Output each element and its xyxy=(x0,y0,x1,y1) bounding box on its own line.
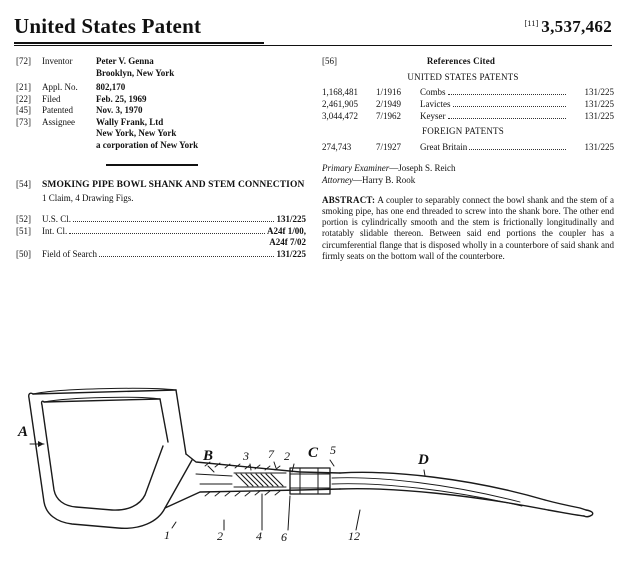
patent-number-block xyxy=(524,17,612,37)
bib-code: [72] xyxy=(16,56,31,66)
classification-name: Int. Cl. xyxy=(42,226,68,236)
callout-b: B xyxy=(203,448,214,464)
bib-label: Assignee xyxy=(42,116,75,127)
invention-title: SMOKING PIPE BOWL SHANK AND STEM CONNECTION xyxy=(42,179,305,190)
patent-name-cell: Great Britain xyxy=(420,141,468,152)
patent-name-cell: Keyser xyxy=(420,111,446,121)
leader-dots xyxy=(469,141,566,150)
bib-row xyxy=(16,94,306,106)
table-row xyxy=(322,110,614,122)
bib-code: [22] xyxy=(16,93,31,104)
references-heading: References Cited xyxy=(426,56,496,66)
foreign-patents-table xyxy=(322,141,614,153)
bib-value: Peter V. Genna xyxy=(96,56,154,66)
bib-value: Feb. 25, 1969 xyxy=(96,93,147,104)
patent-date-cell: 7/1962 xyxy=(376,111,402,121)
abstract-text: A coupler to separably connect the bowl shank and the stem of a smoking pipe, has one end threaded to screw into the shank bore. The other end portion is cylindrically smooth and the stem is frictionally longitudinally and rotatably slidable thereon. Between said end portions the coupler has a circumferential flange that is disposed wholly in a counterbore of said shank and firmly seats on the bottom wall of the counterbore. xyxy=(322,194,614,261)
patent-number-cell: 1,168,481 xyxy=(322,87,358,97)
patent-kind-code: [11] xyxy=(524,18,539,28)
patent-name-cell: Combs xyxy=(420,87,446,97)
callout-c: C xyxy=(308,445,319,461)
title-underline xyxy=(14,42,264,44)
classification-name: U.S. Cl. xyxy=(42,214,72,224)
patent-number: 3,537,462 xyxy=(541,17,612,36)
bib-value: Wally Frank, Ltd xyxy=(96,116,164,127)
bib-value-extra: a corporation of New York xyxy=(96,139,199,150)
callout-number: 12 xyxy=(348,529,360,543)
classification-value-extra: A24f 7/02 xyxy=(269,237,306,247)
patent-class-cell: 131/225 xyxy=(584,99,614,109)
invention-code: [54] xyxy=(16,178,31,189)
leader-arrow-a xyxy=(38,441,44,447)
bib-value: Nov. 3, 1970 xyxy=(96,105,143,115)
bib-row xyxy=(16,105,306,117)
bib-label: Appl. No. xyxy=(42,82,78,92)
primary-examiner-label: Primary Examiner xyxy=(322,162,390,173)
attorney-line: Attorney—Harry B. Rook xyxy=(322,174,416,185)
classification-code: [50] xyxy=(16,249,31,259)
bib-value-extra: New York, New York xyxy=(96,128,177,138)
right-column xyxy=(322,56,614,262)
examiner-block xyxy=(322,162,614,186)
patent-class-cell: 131/225 xyxy=(584,87,614,97)
bib-row xyxy=(16,82,306,94)
table-row xyxy=(322,141,614,153)
header-divider xyxy=(14,45,612,46)
abstract-label: ABSTRACT: xyxy=(322,194,376,205)
primary-examiner-line: Primary Examiner—Joseph S. Reich xyxy=(322,162,456,173)
primary-examiner-name: Joseph S. Reich xyxy=(398,162,456,173)
bib-value-extra: Brooklyn, New York xyxy=(96,67,175,78)
patent-number-cell: 3,044,472 xyxy=(322,111,358,121)
us-patents-table xyxy=(322,86,614,122)
leader-dots xyxy=(73,213,274,222)
classification-code: [51] xyxy=(16,226,31,236)
callout-a: A xyxy=(18,424,29,440)
references-heading-row xyxy=(322,56,614,68)
page-title: United States Patent xyxy=(14,14,202,38)
patent-date-cell: 2/1949 xyxy=(376,99,402,109)
leader-dots xyxy=(448,110,567,119)
callout-number: 2 xyxy=(284,449,290,463)
patent-name-cell: Lavictes xyxy=(420,99,451,109)
bib-label: Patented xyxy=(42,105,73,115)
classification-code: [52] xyxy=(16,214,31,224)
callout-number: 1 xyxy=(164,528,170,542)
patent-number-cell: 2,461,905 xyxy=(322,99,358,109)
classification-row xyxy=(16,225,306,237)
classification-value: A24f 1/00, xyxy=(267,226,306,236)
classification-value: 131/225 xyxy=(276,249,306,259)
bib-row xyxy=(16,117,306,129)
leader-dots xyxy=(99,248,275,257)
foreign-patents-heading: FOREIGN PATENTS xyxy=(422,126,504,136)
callout-number: 7 xyxy=(268,447,274,461)
invention-title-block xyxy=(16,179,306,205)
bib-code: [73] xyxy=(16,116,31,127)
classification-name: Field of Search xyxy=(42,249,97,259)
classification-row xyxy=(16,248,306,260)
patent-drawing xyxy=(0,350,625,564)
patent-class-cell: 131/225 xyxy=(584,111,614,121)
leader-dots xyxy=(448,86,566,95)
leader-dots xyxy=(69,225,265,234)
bib-row xyxy=(16,56,306,68)
bib-value: 802,170 xyxy=(96,82,126,92)
patent-date-cell: 7/1927 xyxy=(376,141,402,152)
table-row xyxy=(322,98,614,110)
bibliographic-block xyxy=(16,56,306,151)
bib-label: Filed xyxy=(42,93,61,104)
bib-label: Inventor xyxy=(42,56,73,66)
us-patents-heading: UNITED STATES PATENTS xyxy=(407,71,519,82)
leader-dots xyxy=(453,98,567,107)
patent-number-cell: 274,743 xyxy=(322,141,352,152)
callout-number: 4 xyxy=(256,529,262,543)
patent-class-cell: 131/225 xyxy=(584,141,614,152)
callout-number: 2 xyxy=(217,529,223,543)
document-header xyxy=(14,14,612,39)
abstract-block xyxy=(322,195,614,263)
callout-number: 5 xyxy=(330,443,336,457)
attorney-name: Harry B. Rook xyxy=(362,174,416,185)
bib-code: [45] xyxy=(16,105,31,115)
attorney-label: Attorney xyxy=(322,174,353,185)
claims-and-figures: 1 Claim, 4 Drawing Figs. xyxy=(42,192,134,203)
table-row xyxy=(322,86,614,98)
left-column xyxy=(16,56,306,260)
callout-d: D xyxy=(418,452,429,468)
callout-number: 6 xyxy=(281,530,287,544)
references-code: [56] xyxy=(322,56,337,66)
section-divider xyxy=(106,164,198,166)
callout-number: 3 xyxy=(243,449,249,463)
classification-value: 131/225 xyxy=(276,214,306,224)
patent-date-cell: 1/1916 xyxy=(376,87,402,97)
classification-block xyxy=(16,213,306,260)
classification-row xyxy=(16,213,306,225)
bib-code: [21] xyxy=(16,82,31,92)
